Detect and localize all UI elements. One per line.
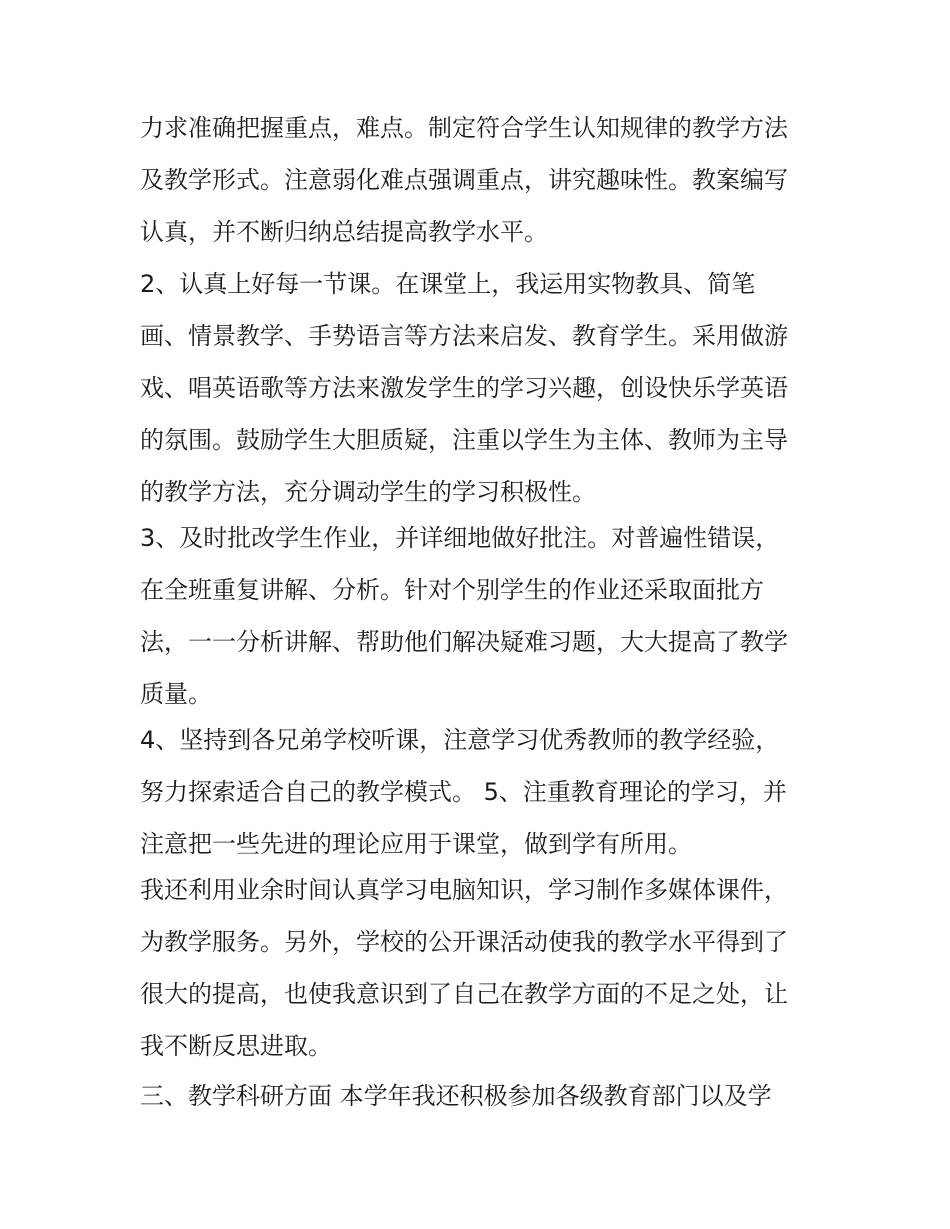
text-line: 我不断反思进取。 bbox=[140, 1032, 332, 1060]
text-line: 为教学服务。另外，学校的公开课活动使我的教学水平得到了 bbox=[140, 928, 788, 956]
text-line: 画、情景教学、手势语言等方法来启发、教育学生。采用做游 bbox=[140, 322, 788, 350]
text-line: 很大的提高，也使我意识到了自己在教学方面的不足之处，让 bbox=[140, 980, 788, 1008]
text-line: 戏、唱英语歌等方法来激发学生的学习兴趣，创设快乐学英语 bbox=[140, 374, 788, 402]
text-line: 努力探索适合自己的教学模式。 5、注重教育理论的学习，并 bbox=[140, 778, 787, 806]
text-line: 注意把一些先进的理论应用于课堂，做到学有所用。 bbox=[140, 830, 692, 858]
text-line: 力求准确把握重点，难点。制定符合学生认知规律的教学方法 bbox=[140, 114, 788, 142]
text-line: 我还利用业余时间认真学习电脑知识，学习制作多媒体课件， bbox=[140, 876, 788, 904]
text-line: 质量。 bbox=[140, 680, 212, 708]
text-line: 3、及时批改学生作业，并详细地做好批注。对普遍性错误， bbox=[140, 524, 780, 552]
text-line: 在全班重复讲解、分析。针对个别学生的作业还采取面批方 bbox=[140, 576, 764, 604]
text-line: 法，一一分析讲解、帮助他们解决疑难习题，大大提高了教学 bbox=[140, 628, 788, 656]
text-line: 4、坚持到各兄弟学校听课，注意学习优秀教师的教学经验， bbox=[140, 726, 780, 754]
text-line: 三、教学科研方面 本学年我还积极参加各级教育部门以及学 bbox=[140, 1082, 772, 1110]
text-line: 的教学方法，充分调动学生的学习积极性。 bbox=[140, 478, 596, 506]
text-line: 及教学形式。注意弱化难点强调重点，讲究趣味性。教案编写 bbox=[140, 166, 788, 194]
text-line: 的氛围。鼓励学生大胆质疑，注重以学生为主体、教师为主导 bbox=[140, 426, 788, 454]
text-line: 2、认真上好每一节课。在课堂上，我运用实物教具、简笔 bbox=[140, 270, 756, 298]
text-line: 认真，并不断归纳总结提高教学水平。 bbox=[140, 218, 548, 246]
